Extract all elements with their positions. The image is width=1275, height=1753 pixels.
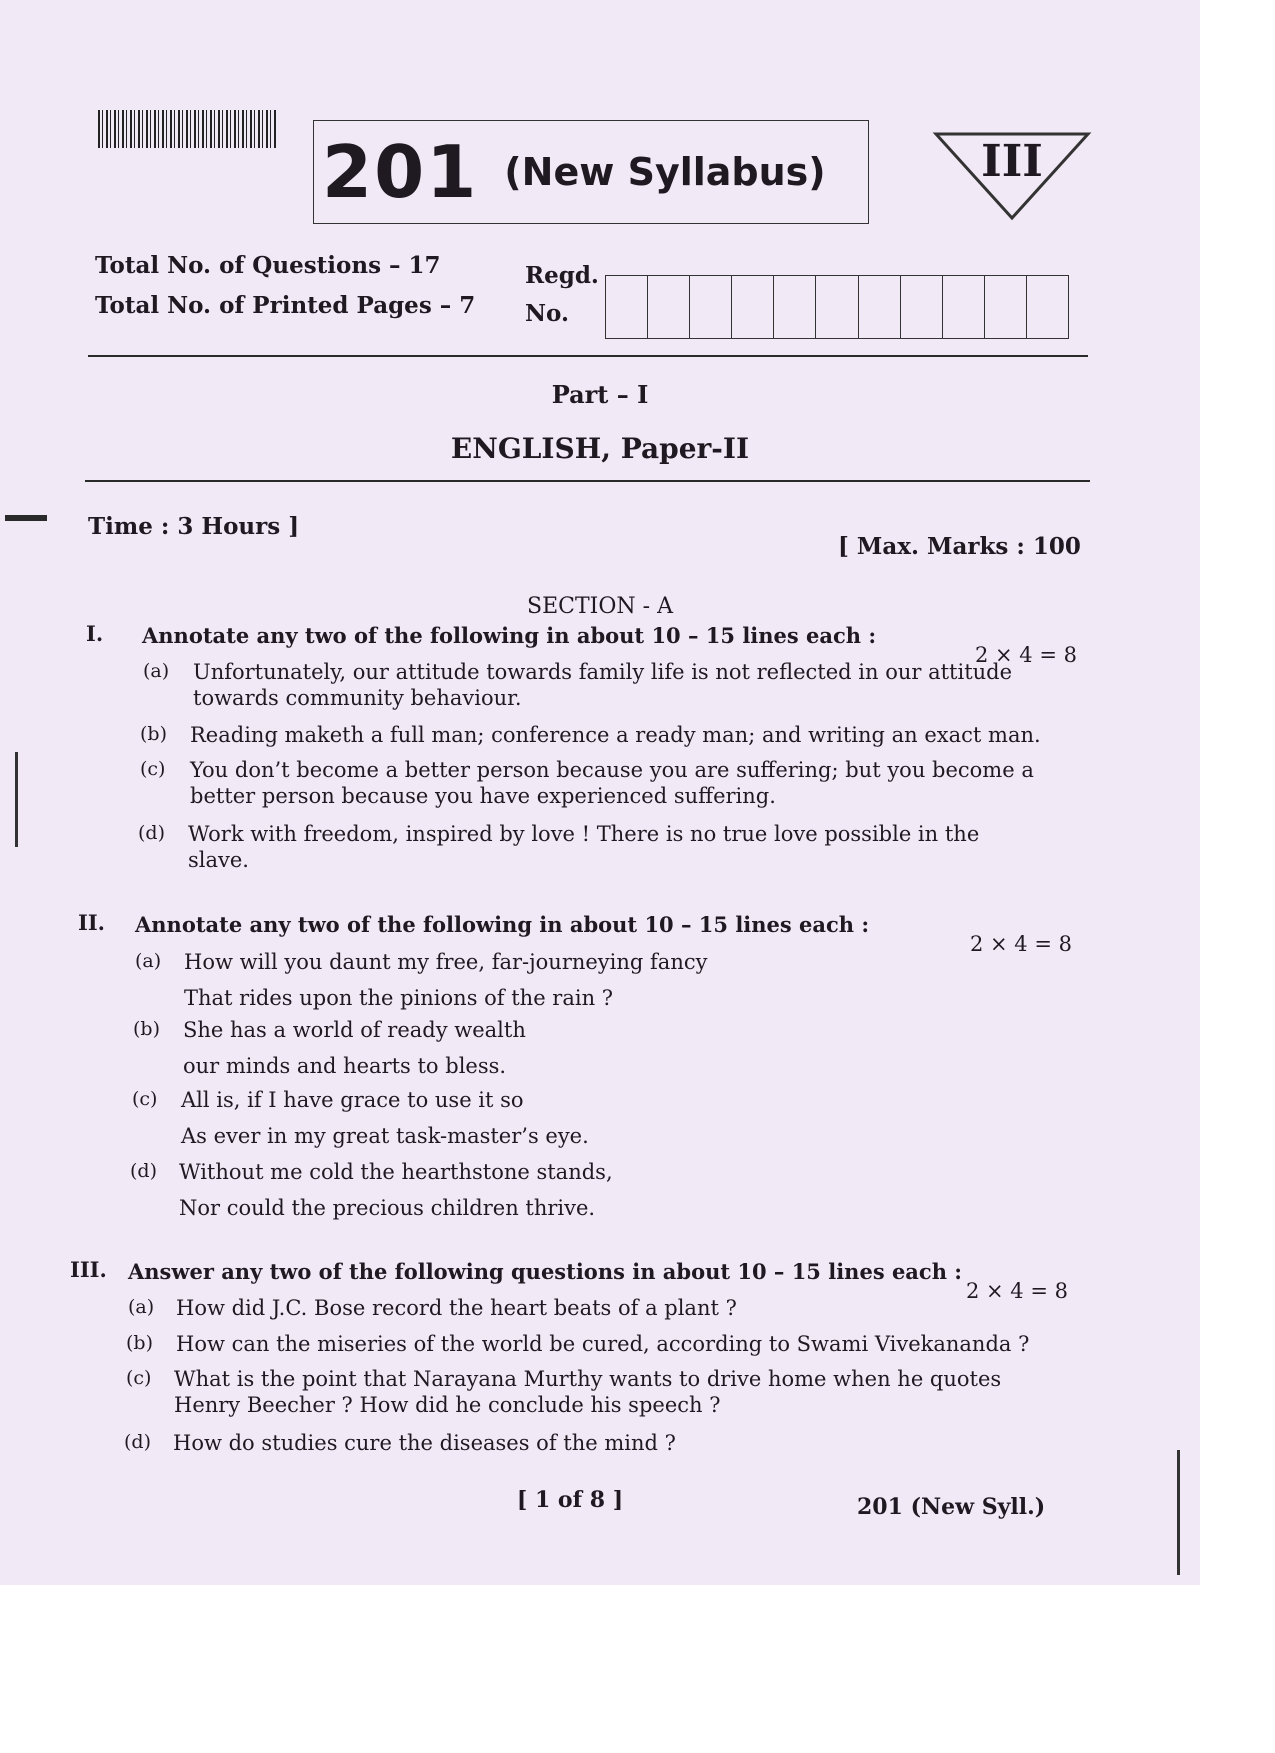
option-label: (a): [135, 950, 162, 972]
option-text: slave.: [188, 848, 249, 872]
regd-digit-box[interactable]: [606, 276, 648, 338]
option-label: (d): [130, 1160, 157, 1182]
question-marks: 2 × 4 = 8: [975, 643, 1077, 667]
regd-digit-box[interactable]: [859, 276, 901, 338]
divider: [88, 355, 1088, 357]
option-label: (c): [126, 1367, 152, 1389]
regd-digit-box[interactable]: [901, 276, 943, 338]
question-number: II.: [78, 910, 105, 935]
no-label: No.: [525, 300, 569, 327]
question-heading: Annotate any two of the following in about 10 – 15 lines each :: [135, 912, 870, 937]
option-text: Work with freedom, inspired by love ! There is no true love possible in the: [188, 822, 980, 846]
paper-code: 201: [322, 130, 479, 214]
footer-code: 201 (New Syll.): [857, 1494, 1046, 1520]
page-number: [ 1 of 8 ]: [516, 1487, 624, 1513]
question-marks: 2 × 4 = 8: [970, 932, 1072, 956]
regd-digit-box[interactable]: [690, 276, 732, 338]
divider: [85, 480, 1090, 482]
option-text: better person because you have experienced suffering.: [190, 784, 776, 808]
option-label: (b): [140, 723, 167, 745]
max-marks: [ Max. Marks : 100: [838, 533, 1081, 560]
question-heading: Answer any two of the following questions in about 10 – 15 lines each :: [128, 1259, 963, 1284]
question-number: I.: [86, 621, 104, 646]
option-text: All is, if I have grace to use it so: [181, 1088, 524, 1112]
paper-code-box: [313, 120, 869, 224]
option-text: Unfortunately, our attitude towards family life is not reflected in our attitude: [193, 660, 1013, 684]
part-label: Part – I: [551, 380, 649, 409]
option-label: (d): [138, 822, 165, 844]
option-label: (b): [133, 1018, 160, 1040]
option-label: (a): [128, 1296, 155, 1318]
regd-number-boxes[interactable]: [605, 275, 1069, 339]
total-pages: Total No. of Printed Pages – 7: [95, 292, 476, 319]
margin-line: [1177, 1450, 1180, 1575]
option-text: Without me cold the hearthstone stands,: [179, 1160, 613, 1184]
regd-digit-box[interactable]: [985, 276, 1027, 338]
option-text: As ever in my great task-master’s eye.: [181, 1124, 589, 1148]
margin-line: [15, 752, 18, 847]
option-text: That rides upon the pinions of the rain ?: [184, 986, 614, 1010]
set-label: III: [981, 136, 1043, 187]
option-label: (c): [140, 758, 166, 780]
question-heading: Annotate any two of the following in about 10 – 15 lines each :: [142, 623, 877, 648]
section-title: SECTION - A: [527, 594, 673, 619]
option-label: (c): [132, 1088, 158, 1110]
regd-digit-box[interactable]: [732, 276, 774, 338]
option-text: How did J.C. Bose record the heart beats of a plant ?: [176, 1296, 737, 1320]
option-label: (d): [124, 1431, 151, 1453]
option-text: Henry Beecher ? How did he conclude his speech ?: [174, 1393, 721, 1417]
subject-title: ENGLISH, Paper-II: [450, 432, 750, 465]
time-label: Time : 3 Hours ]: [88, 513, 300, 540]
margin-mark: [5, 515, 47, 521]
question-number: III.: [70, 1257, 107, 1282]
option-text: towards community behaviour.: [193, 686, 522, 710]
regd-digit-box[interactable]: [774, 276, 816, 338]
regd-digit-box[interactable]: [648, 276, 690, 338]
total-questions: Total No. of Questions – 17: [95, 252, 441, 279]
option-text: Nor could the precious children thrive.: [179, 1196, 596, 1220]
regd-label: Regd.: [525, 262, 599, 289]
option-text: She has a world of ready wealth: [183, 1018, 526, 1042]
option-text: You don’t become a better person because you are suffering; but you become a: [190, 758, 1034, 782]
regd-digit-box[interactable]: [943, 276, 985, 338]
option-text: What is the point that Narayana Murthy wants to drive home when he quotes: [174, 1367, 1002, 1391]
option-label: (b): [126, 1332, 153, 1354]
option-text: How will you daunt my free, far-journeying fancy: [184, 950, 708, 974]
regd-digit-box[interactable]: [1027, 276, 1068, 338]
syllabus-label: (New Syllabus): [504, 150, 826, 194]
option-text: How do studies cure the diseases of the mind ?: [173, 1431, 676, 1455]
question-marks: 2 × 4 = 8: [966, 1279, 1068, 1303]
regd-digit-box[interactable]: [816, 276, 858, 338]
option-text: our minds and hearts to bless.: [183, 1054, 507, 1078]
option-text: Reading maketh a full man; conference a ready man; and writing an exact man.: [190, 723, 1041, 747]
barcode: [98, 110, 278, 148]
option-label: (a): [143, 660, 170, 682]
option-text: How can the miseries of the world be cured, according to Swami Vivekananda ?: [176, 1332, 1030, 1356]
